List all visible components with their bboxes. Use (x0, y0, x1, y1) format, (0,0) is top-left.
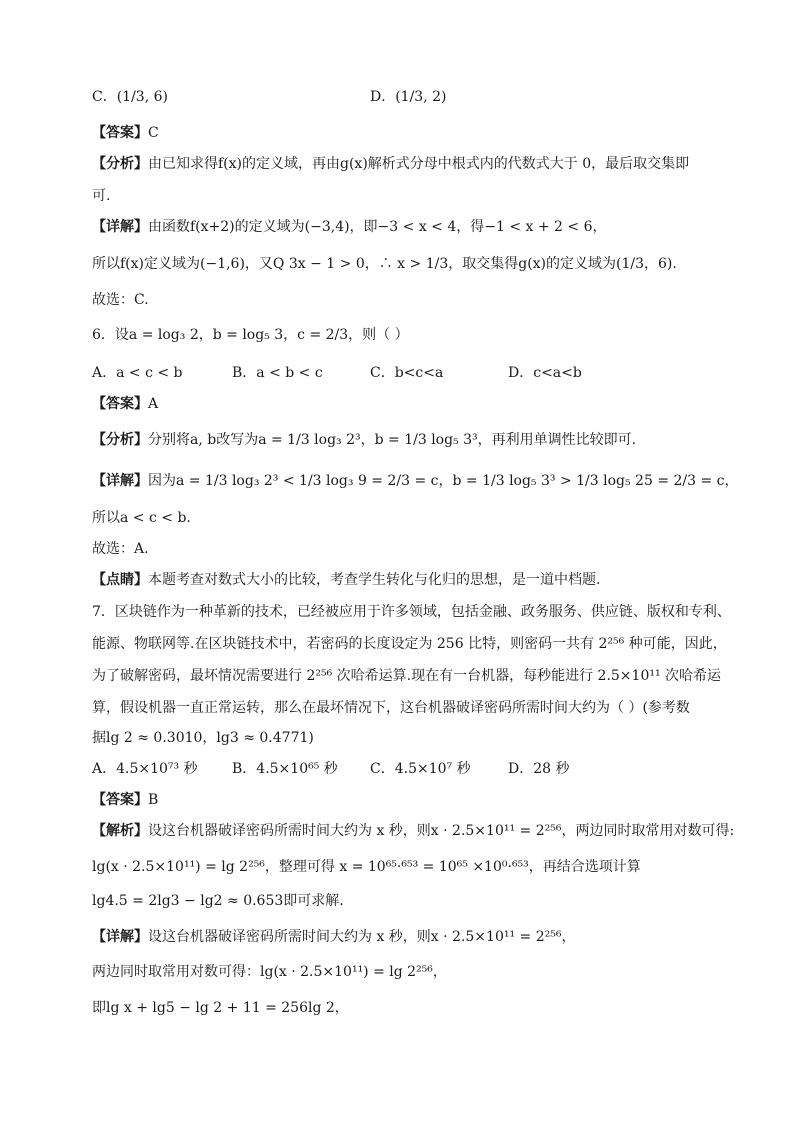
q5-detail-text-1: 由函数f(x+2)的定义域为(−3,4)，即−3 < x < 4，得−1 < x + 2 < 6， (148, 219, 607, 235)
q5-detail-line-2: 所以f(x)定义域为(−1,6)，又Q 3x − 1 > 0，∴ x > 1/3，取交集得g(x)的定义域为(1/3，6). (92, 256, 677, 272)
analysis-tag: 【解析】 (92, 823, 148, 839)
q7-analysis-text-1: 设这台机器破译密码所需时间大约为 x 秒，则x · 2.5×10¹¹ = 2²⁵⁶，两边同时取常用对数可得: (148, 823, 735, 839)
q6-answer-line (92, 393, 734, 415)
q5-analysis-line-1 (92, 153, 734, 175)
q6-stem: 6．设a = log₃ 2，b = log₅ 3，c = 2/3，则（ ） (92, 327, 409, 343)
q6-choose: 故选：A. (92, 541, 149, 557)
q7-stem-line-4: 算，假设机器一直正常运转，那么在最坏情况下，这台机器破译密码所需时间大约为（ ）(参考数 (92, 700, 690, 716)
q6-detail-line-2: 所以a < c < b. (92, 510, 191, 526)
detail-tag: 【详解】 (92, 473, 148, 489)
q6-analysis-text: 分别将a, b改写为a = 1/3 log₃ 2³，b = 1/3 log₅ 3³，再利用单调性比较即可. (148, 432, 637, 448)
q6-answer: A (148, 396, 159, 412)
q5-analysis-line-2: 可. (92, 188, 111, 204)
analysis-tag: 【分析】 (92, 432, 148, 448)
q6-detail-text-1: 因为a = 1/3 log₃ 2³ < 1/3 log₃ 9 = 2/3 = c，b = 1/3 log₅ 3³ > 1/3 log₅ 25 = 2/3 = c， (148, 473, 739, 489)
q7-stem-line-3: 为了破解密码，最坏情况需要进行 2²⁵⁶ 次哈希运算.现在有一台机器，每秒能进行 2.5×10¹¹ 次哈希运 (92, 668, 722, 684)
analysis-tag: 【分析】 (92, 156, 148, 172)
q7-stem-line-5: 据lg 2 ≈ 0.3010，lg3 ≈ 0.4771) (92, 730, 314, 746)
q6-comment-text: 本题考查对数式大小的比较，考查学生转化与化归的思想，是一道中档题. (148, 572, 601, 588)
q6-option-d: D．c<a<b (508, 365, 582, 381)
q5-analysis-text-1: 由已知求得f(x)的定义域，再由g(x)解析式分母中根式内的代数式大于 0，最后取交集即 (148, 156, 690, 172)
q6-detail-line-1 (92, 470, 739, 492)
comment-tag: 【点睛】 (92, 572, 148, 588)
q5-choose: 故选：C. (92, 292, 149, 308)
q6-option-a: A．a < c < b (92, 365, 183, 381)
q7-detail-line-3: 即lg x + lg5 − lg 2 + 11 = 256lg 2， (92, 1000, 349, 1016)
q5-detail-line-1 (92, 216, 734, 238)
q7-option-b: B．4.5×10⁶⁵ 秒 (232, 761, 338, 777)
answer-tag: 【答案】 (92, 396, 148, 412)
q7-stem-line-2: 能源、物联网等.在区块链技术中，若密码的长度设定为 256 比特，则密码一共有 2²⁵⁶ 种可能，因此， (92, 636, 727, 652)
q7-detail-line-1 (92, 926, 734, 948)
q7-stem-line-1: 7．区块链作为一种革新的技术，已经被应用于许多领域，包括金融、政务服务、供应链、版权和专利、 (92, 604, 731, 620)
answer-tag: 【答案】 (92, 792, 148, 808)
q7-answer-line (92, 789, 734, 811)
q5-option-c: C．(1/3, 6) (92, 89, 168, 105)
q7-option-c: C．4.5×10⁷ 秒 (370, 761, 471, 777)
answer-tag: 【答案】 (92, 125, 148, 141)
q6-option-b: B．a < b < c (232, 365, 323, 381)
q7-detail-line-2: 两边同时取常用对数可得：lg(x · 2.5×10¹¹) = lg 2²⁵⁶， (92, 964, 447, 980)
q7-detail-text-1: 设这台机器破译密码所需时间大约为 x 秒，则x · 2.5×10¹¹ = 2²⁵⁶， (148, 929, 576, 945)
q7-option-a: A．4.5×10⁷³ 秒 (92, 761, 198, 777)
q5-answer: C (148, 125, 159, 141)
q7-option-d: D．28 秒 (508, 761, 570, 777)
detail-tag: 【详解】 (92, 929, 148, 945)
q5-option-d: D．(1/3, 2) (370, 89, 447, 105)
detail-tag: 【详解】 (92, 219, 148, 235)
q7-analysis-line-1 (92, 820, 734, 842)
q6-option-c: C．b<c<a (370, 365, 444, 381)
q7-analysis-line-3: lg4.5 = 2lg3 − lg2 ≈ 0.653即可求解. (92, 893, 344, 909)
q6-comment-line (92, 569, 734, 591)
q7-analysis-line-2: lg(x · 2.5×10¹¹) = lg 2²⁵⁶，整理可得 x = 10⁶⁵·⁶⁵³ = 10⁶⁵ ×10⁰·⁶⁵³，再结合选项计算 (92, 859, 641, 875)
q7-answer: B (148, 792, 159, 808)
q5-answer-line (92, 122, 734, 144)
q6-analysis-line (92, 429, 734, 451)
